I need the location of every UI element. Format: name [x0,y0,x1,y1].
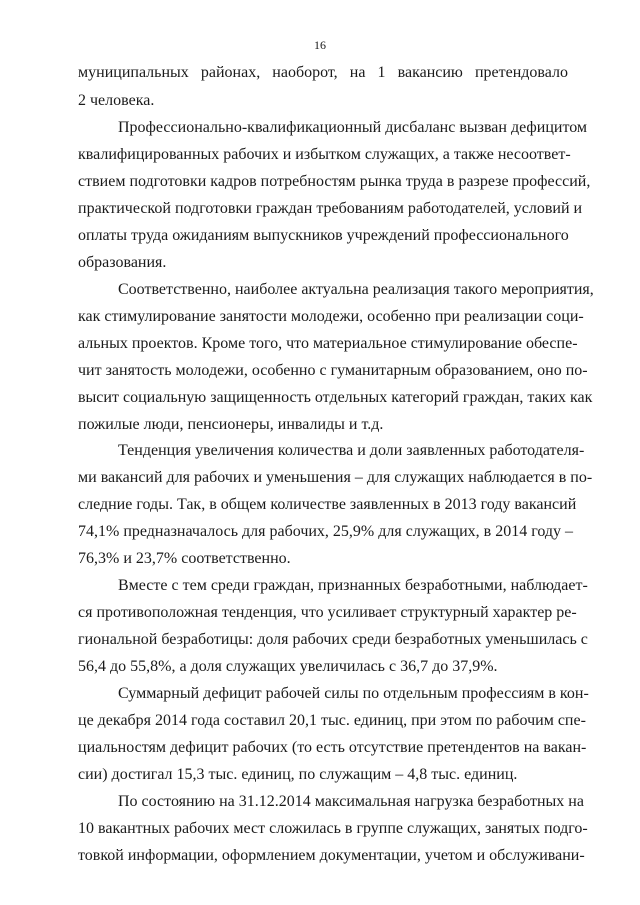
text-line: гиональной безработицы: доля рабочих среди безработных уменьшилась с [78,631,588,648]
text-line: ся противоположная тенденция, что усиливает структурный характер ре- [78,604,577,621]
text-line: Тенденция увеличения количества и доли заявленных работодателя- [118,442,585,459]
text-line: 10 вакантных рабочих мест сложилась в группе служащих, занятых подго- [78,820,588,837]
text-line: как стимулирование занятости молодежи, особенно при реализации соци- [78,308,584,325]
text-line: пожилые люди, пенсионеры, инвалиды и т.д. [78,416,384,433]
text-line: ми вакансий для рабочих и уменьшения – для служащих наблюдается в по- [78,469,593,486]
page-number: 16 [314,38,326,52]
text-line: Профессионально-квалификационный дисбаланс вызван дефицитом [118,119,588,136]
text-line: 56,4 до 55,8%, а доля служащих увеличилась с 36,7 до 37,9%. [78,658,498,675]
text-line: 76,3% и 23,7% соответственно. [78,550,291,567]
text-line: По состоянию на 31.12.2014 максимальная нагрузка безработных на [118,793,584,810]
text-line: следние годы. Так, в общем количестве заявленных в 2013 году вакансий [78,496,577,513]
text-line: альных проектов. Кроме того, что материальное стимулирование обеспе- [78,335,578,352]
text-line: сии) достигал 15,3 тыс. единиц, по служащим – 4,8 тыс. единиц. [78,766,518,783]
text-line: Соответственно, наиболее актуальна реализация такого мероприятия, [118,281,594,298]
text-line: Суммарный дефицит рабочей силы по отдельным профессиям в кон- [118,685,589,702]
text-line: образования. [78,254,167,271]
text-line: муниципальных районах, наоборот, на 1 вакансию претендовало [78,64,568,81]
text-line: высит социальную защищенность отдельных категорий граждан, таких как [78,389,593,406]
text-line: чит занятость молодежи, особенно с гуманитарным образованием, оно по- [78,362,588,379]
text-line: 74,1% предназначалось для рабочих, 25,9% для служащих, в 2014 году – [78,523,574,540]
text-line: 2 человека. [78,92,155,109]
text-line: оплаты труда ожиданиям выпускников учреждений профессионального [78,227,569,244]
text-line: ствием подготовки кадров потребностям рынка труда в разрезе профессий, [78,173,591,190]
text-line: це декабря 2014 года составил 20,1 тыс. единиц, при этом по рабочим спе- [78,712,586,729]
text-line: практической подготовки граждан требованиям работодателей, условий и [78,200,583,217]
text-line: циальностям дефицит рабочих (то есть отсутствие претендентов на вакан- [78,739,587,756]
text-line: Вместе с тем среди граждан, признанных безработными, наблюдает- [118,577,588,594]
text-line: квалифицированных рабочих и избытком служащих, а также несоответ- [78,146,571,163]
text-line: товкой информации, оформлением документации, учетом и обслуживани- [78,847,585,864]
